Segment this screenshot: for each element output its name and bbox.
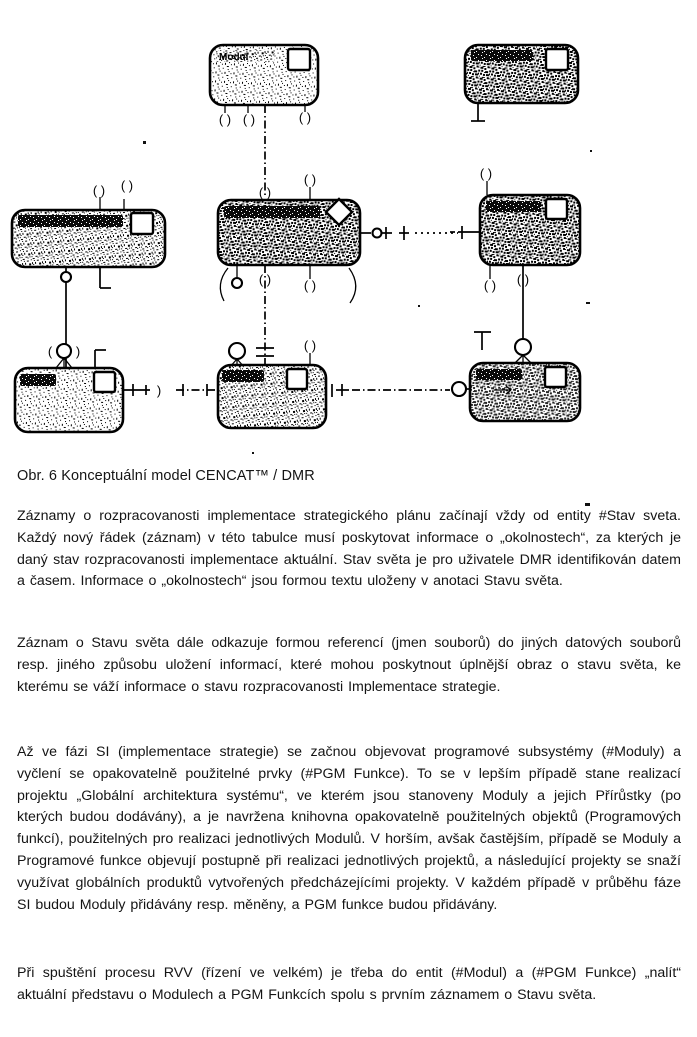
connector-botcenter-left-stub [176,384,218,396]
paragraph-4: Při spuštění procesu RVV (řízení ve velkém) je třeba do entit (#Modul) a (#PGM Funkce) „nalít“ aktuální představu o Modulech a PGM Funkcích spolu s prvním záznamem o Stavu světa. [17,965,681,1003]
connector-midright-left-stub [450,226,480,239]
svg-text:( ): ( ) [218,112,232,127]
entity-label: Modul [219,52,249,63]
entity-corner-square-icon [288,49,310,70]
entity-middle-left [12,210,165,267]
cardinality-marks-botleft-top [95,350,106,368]
entity-corner-square-icon [94,372,115,392]
svg-text:( ): ( ) [479,166,493,181]
connector-botcenter-to-botright-dashed [332,382,470,397]
concept-model-diagram [0,0,697,460]
svg-text:( ): ( ) [516,272,530,287]
entity-label-smudge [476,369,522,380]
entity-label-smudge [18,215,123,227]
svg-text:( ): ( ) [258,272,272,287]
cardinality-marks-botcenter-top [229,338,316,368]
svg-text:(: ( [47,344,53,359]
paragraph-2: Záznam o Stavu světa dále odkazuje formou referencí (jmen souborů) do jiných datových souborů resp. jiného způsobu uložení informací, které mohou poskytnout úplnější obraz o stavu světa, ke kterému se váží informace o stavu rozpracovanosti Implementace strategie. [17,635,681,695]
entity-corner-square-icon [545,367,566,387]
svg-text:( ): ( ) [258,185,272,200]
svg-text:( ): ( ) [298,110,312,125]
svg-text:): ) [156,383,162,398]
cardinality-marks-midleft-top [93,178,133,210]
entity-corner-square-icon [546,49,568,70]
svg-text:( ): ( ) [92,183,106,198]
paragraph-1: Záznamy o rozpracovanosti implementace strategického plánu začínají vždy od entity #Stav sveta. Každý nový řádek (záznam) v této tabulce musí poskytovat informace o „okolnostech“, za kterých je daný stav rozpracovanosti implementace aktuální. Stav světa je pro uživatele DMR identifikován datem a časem. Informace o „okolnostech“ jsou formou textu uloženy v anotaci Stavu světa. [17,508,681,590]
entity-label-smudge [471,50,533,61]
entity-bottom-right [470,363,580,421]
entity-label-smudge [222,370,264,382]
connector-topright-bottom-stub [471,103,485,121]
svg-text:( ): ( ) [303,278,317,293]
svg-text:( ): ( ) [242,112,256,127]
entity-middle-right [480,195,580,265]
entity-label-smudge [20,374,56,386]
svg-text:( ): ( ) [303,338,317,353]
entity-bottom-left [15,368,123,432]
entity-corner-square-icon [546,199,567,219]
entity-bottom-center [218,365,326,428]
svg-text:( ): ( ) [303,172,317,187]
cardinality-marks-midleft-bottom [48,267,111,368]
entity-top-center [210,45,318,105]
entity-corner-square-icon [287,369,307,389]
entity-top-right [465,45,578,103]
figure-caption: Obr. 6 Konceptuální model CENCAT™ / DMR [17,468,315,484]
paragraph-3: Až ve fázi SI (implementace strategie) se začnou objevovat programové subsystémy (#Moduly) a vyčlení se opakovatelně použitelné prvky (#PGM Funkce). To se v lepším případě stane realizací projektu „Globální architektura systému“, ve kterém jsou stanoveny Moduly a jejich Přírůstky (po kterých budou dodávány), a je navržena knihovna opakovatelně použitelných objektů (Programových funkcí), použitelných pro realizaci jednotlivých Modulů. V horším, avšak častějším, případě se Moduly a Programové funkce objevují postupně při realizaci jednotlivých projektů, a následující projekty se snaží využívat globálních produktů vytvořených předcházejícími projekty. V každém případě v průběhu fáze SI budou Moduly přidávány resp. měněny, a PGM funkce budou přidávány. [17,744,681,913]
entity-corner-square-icon [131,213,153,234]
entity-label-smudge [486,201,541,212]
cardinality-marks-midcenter-bottom [220,265,355,303]
entity-label-smudge [224,206,320,218]
connector-botleft-right-stub [123,383,161,398]
svg-text:( ): ( ) [483,278,497,293]
connector-midcenter-right-dashed [360,226,458,240]
cardinality-marks-midcenter-top [259,172,316,200]
svg-text:): ) [75,344,81,359]
svg-text:( ): ( ) [120,178,134,193]
entity-middle-center [218,199,360,265]
